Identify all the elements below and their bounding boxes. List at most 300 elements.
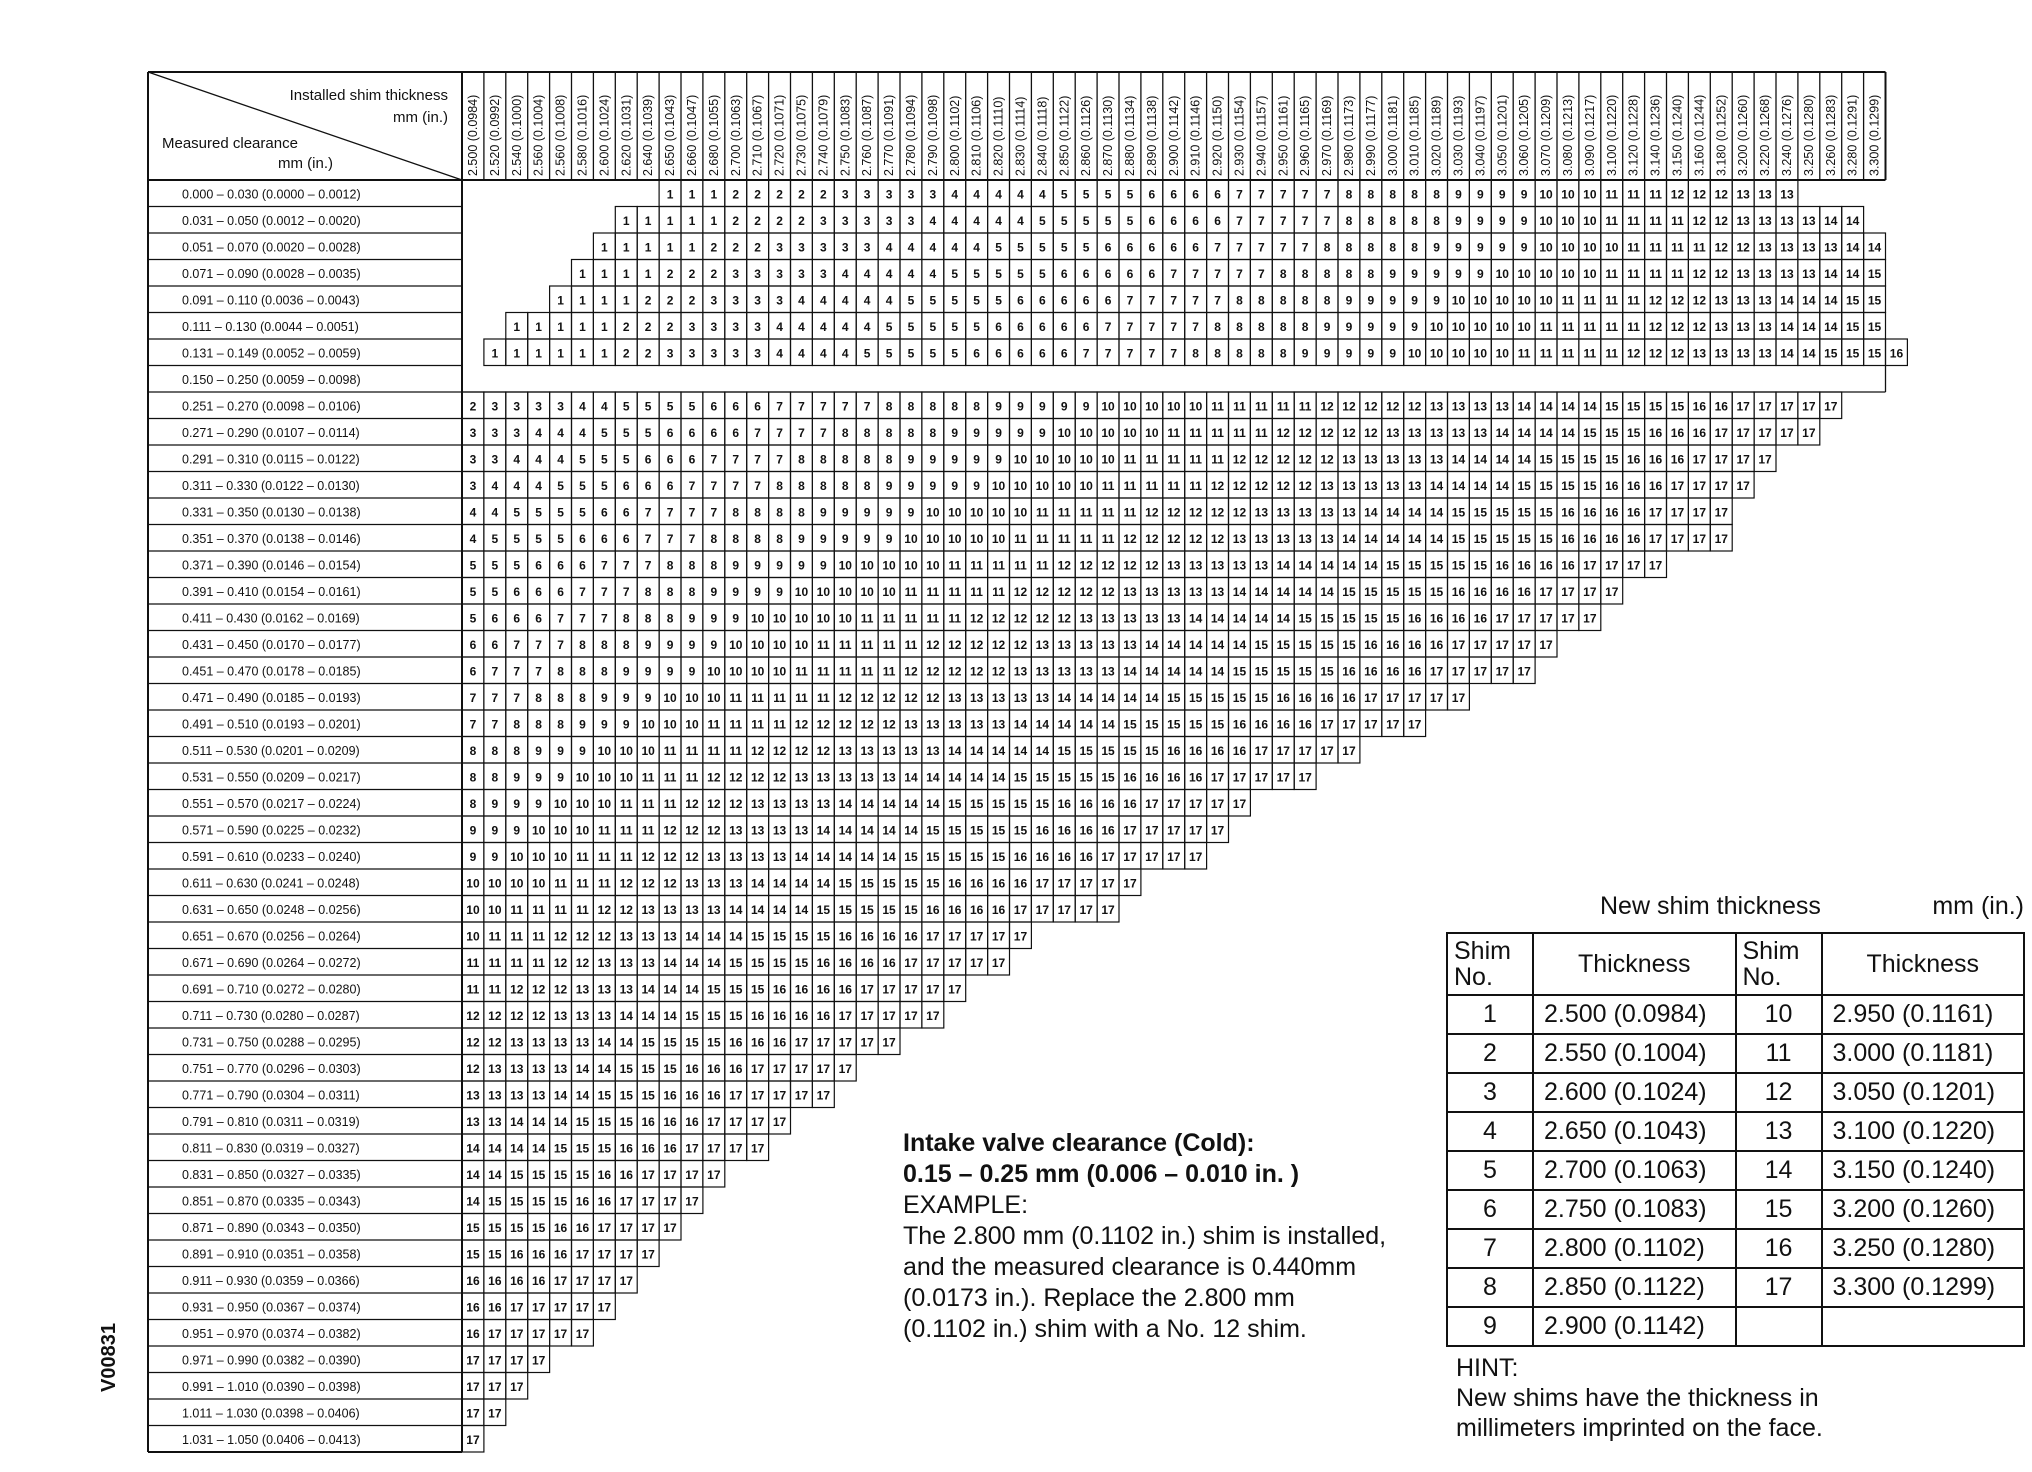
cell-value: 5	[491, 558, 499, 573]
cell-value: 6	[1148, 240, 1156, 255]
cell-value: 13	[707, 876, 721, 891]
cell-value: 14	[816, 849, 831, 864]
cell-value: 13	[1758, 319, 1772, 334]
cell-value: 10	[1539, 187, 1553, 202]
cell-value: 2	[732, 213, 740, 228]
cell-value: 13	[729, 823, 743, 838]
column-label: 2.790 (0.1098)	[925, 94, 940, 176]
cell-value: 13	[926, 743, 940, 758]
cell-value: 12	[838, 690, 852, 705]
column-label: 2.660 (0.1047)	[684, 94, 699, 176]
cell-value: 13	[488, 1114, 502, 1129]
cell-value: 14	[488, 1167, 502, 1182]
cell-value: 17	[1561, 611, 1575, 626]
cell-value: 15	[1298, 611, 1312, 626]
cell-value: 16	[1626, 478, 1641, 493]
cell-value: 17	[531, 1326, 546, 1341]
cell-value: 6	[644, 452, 652, 467]
cell-value: 6	[688, 452, 696, 467]
cell-value: 4	[535, 478, 542, 493]
cell-value: 13	[882, 770, 896, 785]
cell-value: 17	[510, 1379, 524, 1394]
cell-value: 8	[1279, 266, 1287, 281]
cell-value: 17	[1802, 399, 1816, 414]
cell-value: 14	[1145, 664, 1159, 679]
cell-value: 5	[1104, 213, 1112, 228]
cell-value: 17	[904, 1008, 918, 1023]
cell-value: 12	[553, 955, 568, 970]
cell-value: 5	[995, 240, 1002, 255]
cell-value: 7	[710, 505, 718, 520]
cell-value: 5	[1060, 213, 1068, 228]
cell-value: 13	[1736, 187, 1750, 202]
cell-value: 8	[666, 584, 674, 599]
cell-value: 4	[557, 452, 564, 467]
cell-value: 13	[1802, 213, 1816, 228]
cell-value: 15	[1101, 770, 1115, 785]
cell-value: 17	[1714, 531, 1728, 546]
cell-value: 13	[488, 1088, 502, 1103]
cell-value: 16	[1276, 690, 1290, 705]
cell-value: 12	[1670, 187, 1685, 202]
cell-value: 13	[772, 823, 787, 838]
cell-value: 5	[601, 425, 608, 440]
cell-value: 15	[772, 955, 787, 970]
cell-value: 16	[1013, 849, 1028, 864]
cell-value: 15	[1539, 505, 1553, 520]
cell-value: 8	[1433, 187, 1440, 202]
cell-value: 16	[1057, 796, 1071, 811]
cell-value: 13	[1780, 187, 1794, 202]
cell-value: 17	[1364, 717, 1378, 732]
cell-value: 13	[1079, 611, 1093, 626]
table-row: 6 2.750 (0.1083) 15 3.200 (0.1260)	[1447, 1190, 2024, 1229]
cell-value: 4	[513, 478, 521, 493]
cell-value: 13	[1429, 399, 1444, 414]
cell-value: 11	[926, 584, 940, 599]
cell-value: 15	[750, 929, 765, 944]
cell-value: 14	[1167, 664, 1181, 679]
cell-value: 15	[1561, 452, 1575, 467]
cell-value: 1	[535, 346, 542, 361]
cell-value: 17	[663, 1220, 677, 1235]
cell-value: 15	[1079, 743, 1093, 758]
cell-value: 17	[619, 1273, 633, 1288]
cell-value: 10	[1583, 266, 1597, 281]
cell-value: 15	[553, 1141, 568, 1156]
cell-value: 16	[641, 1114, 655, 1129]
cell-value: 17	[466, 1379, 480, 1394]
cell-value: 17	[685, 1141, 699, 1156]
cell-value: 8	[1258, 319, 1265, 334]
cell-value: 11	[1189, 452, 1202, 467]
cell-value: 9	[1367, 293, 1375, 308]
cell-value: 5	[951, 293, 959, 308]
cell-value: 10	[969, 505, 984, 520]
column-label: 2.720 (0.1071)	[772, 94, 787, 176]
cell-value: 2	[776, 213, 783, 228]
cell-value: 13	[510, 1035, 524, 1050]
cell-value: 11	[598, 876, 611, 891]
column-label: 3.180 (0.1252)	[1714, 94, 1729, 176]
cell-value: 7	[469, 717, 477, 732]
cell-value: 11	[1561, 346, 1575, 361]
column-label: 3.090 (0.1217)	[1582, 94, 1597, 176]
cell-value: 13	[1035, 664, 1050, 679]
cell-value: 17	[1057, 876, 1071, 891]
cell-value: 12	[466, 1008, 480, 1023]
cell-value: 5	[1082, 240, 1090, 255]
cell-value: 14	[1123, 690, 1137, 705]
cell-value: 14	[488, 1141, 502, 1156]
column-label: 2.910 (0.1146)	[1188, 95, 1203, 176]
cell-value: 17	[1714, 425, 1728, 440]
cell-value: 15	[685, 1008, 699, 1023]
cell-value: 11	[860, 664, 874, 679]
cell-value: 11	[510, 955, 524, 970]
cell-value: 11	[1627, 213, 1640, 228]
cell-value: 17	[860, 1035, 874, 1050]
cell-value: 2	[732, 187, 740, 202]
cell-value: 7	[622, 584, 630, 599]
cell-value: 14	[1276, 558, 1290, 573]
cell-value: 8	[1236, 346, 1243, 361]
cell-value: 11	[619, 823, 633, 838]
cell-value: 13	[1342, 505, 1356, 520]
cell-value: 10	[991, 478, 1006, 493]
cell-value: 4	[885, 266, 893, 281]
table-row: 2 2.550 (0.1004) 11 3.000 (0.1181)	[1447, 1034, 2024, 1073]
cell-value: 10	[750, 664, 765, 679]
cell-value: 17	[1123, 876, 1137, 891]
cell-value: 12	[816, 743, 831, 758]
cell-value: 13	[729, 849, 743, 864]
cell-value: 6	[732, 399, 740, 414]
cell-value: 13	[641, 955, 655, 970]
cell-value: 8	[513, 717, 521, 732]
row-label: 0.991 – 1.010 (0.0390 – 0.0398)	[182, 1379, 361, 1394]
thickness-header: Thickness	[1533, 933, 1736, 995]
cell-value: 13	[707, 902, 721, 917]
cell-value: 7	[601, 584, 608, 599]
cell-value: 13	[772, 796, 787, 811]
cell-value: 14	[1845, 240, 1860, 255]
cell-value: 5	[907, 293, 915, 308]
cell-value: 12	[663, 823, 677, 838]
cell-value: 16	[1407, 664, 1422, 679]
cell-value: 11	[1561, 293, 1575, 308]
cell-value: 8	[929, 425, 937, 440]
cell-value: 14	[838, 823, 852, 838]
cell-value: 5	[513, 505, 521, 520]
cell-value: 8	[1279, 293, 1287, 308]
column-label: 2.640 (0.1039)	[641, 94, 656, 176]
cell-value: 13	[838, 743, 852, 758]
cell-value: 12	[510, 982, 524, 997]
cell-value: 10	[1495, 319, 1509, 334]
cell-value: 17	[1386, 690, 1400, 705]
cell-value: 3	[513, 399, 521, 414]
cell-value: 17	[1035, 876, 1050, 891]
cell-value: 16	[1889, 346, 1904, 361]
cell-value: 11	[1167, 452, 1181, 467]
cell-value: 13	[1386, 425, 1400, 440]
cell-value: 7	[601, 611, 608, 626]
cell-value: 9	[469, 849, 477, 864]
cell-value: 10	[969, 531, 984, 546]
cell-value: 10	[816, 584, 831, 599]
cell-value: 15	[1626, 425, 1641, 440]
cell-value: 12	[1670, 346, 1685, 361]
cell-value: 10	[860, 558, 874, 573]
cell-value: 17	[663, 1167, 677, 1182]
cell-value: 12	[1298, 478, 1312, 493]
cell-value: 13	[1692, 346, 1707, 361]
cell-value: 15	[926, 849, 940, 864]
cell-value: 5	[601, 452, 608, 467]
cell-value: 16	[969, 876, 984, 891]
cell-value: 11	[1605, 293, 1619, 308]
cell-value: 9	[644, 690, 652, 705]
cell-value: 13	[750, 849, 765, 864]
cell-value: 9	[1389, 346, 1397, 361]
cell-value: 3	[820, 240, 827, 255]
cell-value: 10	[926, 531, 940, 546]
column-label: 2.780 (0.1094)	[903, 94, 918, 176]
cell-value: 17	[531, 1300, 546, 1315]
cell-value: 6	[1192, 240, 1199, 255]
cell-value: 16	[1188, 743, 1203, 758]
row-label: 0.391 – 0.410 (0.0154 – 0.0161)	[182, 584, 361, 599]
cell-value: 11	[641, 796, 655, 811]
column-label: 2.940 (0.1157)	[1254, 95, 1269, 176]
cell-value: 9	[1389, 293, 1397, 308]
column-label: 2.870 (0.1130)	[1101, 95, 1116, 176]
column-label: 3.140 (0.1236)	[1648, 94, 1663, 176]
cell-value: 16	[663, 1114, 677, 1129]
cell-value: 6	[1060, 319, 1068, 334]
cell-value: 14	[1780, 346, 1794, 361]
cell-value: 15	[1407, 558, 1422, 573]
cell-value: 8	[1345, 240, 1353, 255]
cell-value: 2	[469, 399, 477, 414]
cell-value: 9	[622, 717, 630, 732]
cell-value: 12	[1123, 558, 1137, 573]
cell-value: 11	[1605, 187, 1619, 202]
cell-value: 16	[488, 1300, 502, 1315]
cell-value: 15	[619, 1088, 633, 1103]
cell-value: 14	[1013, 717, 1028, 732]
cell-value: 14	[1561, 425, 1575, 440]
cell-value: 9	[951, 478, 959, 493]
cell-value: 12	[729, 770, 743, 785]
cell-value: 13	[1736, 319, 1750, 334]
cell-value: 10	[750, 611, 765, 626]
cell-value: 4	[841, 266, 849, 281]
row-label: 0.411 – 0.430 (0.0162 – 0.0169)	[182, 611, 360, 626]
cell-value: 14	[1210, 637, 1225, 652]
cell-value: 5	[1082, 213, 1090, 228]
cell-value: 11	[992, 584, 1005, 599]
cell-value: 16	[816, 982, 831, 997]
cell-value: 16	[1254, 717, 1269, 732]
cell-value: 4	[863, 319, 871, 334]
cell-value: 15	[641, 1035, 655, 1050]
cell-value: 8	[666, 558, 674, 573]
cell-value: 16	[663, 1088, 677, 1103]
cell-value: 15	[1035, 796, 1050, 811]
cell-value: 15	[1254, 690, 1269, 705]
column-label: 3.050 (0.1201)	[1495, 94, 1510, 176]
cell-value: 17	[510, 1300, 524, 1315]
cell-value: 15	[1539, 478, 1553, 493]
cell-value: 4	[929, 240, 937, 255]
cell-value: 15	[1605, 452, 1619, 467]
column-label: 2.680 (0.1055)	[706, 94, 721, 176]
cell-value: 5	[1082, 187, 1090, 202]
cell-value: 16	[466, 1273, 480, 1288]
cell-value: 7	[1214, 266, 1221, 281]
cell-value: 13	[991, 717, 1006, 732]
cell-value: 12	[1079, 584, 1093, 599]
cell-value: 10	[1101, 399, 1115, 414]
cell-value: 4	[907, 240, 915, 255]
column-label: 3.070 (0.1209)	[1539, 94, 1554, 176]
cell-value: 17	[1079, 902, 1093, 917]
cell-value: 10	[991, 505, 1006, 520]
cell-value: 8	[491, 770, 499, 785]
cell-value: 8	[1214, 346, 1221, 361]
cell-value: 15	[510, 1194, 524, 1209]
cell-value: 10	[838, 611, 852, 626]
column-label: 2.730 (0.1075)	[794, 94, 809, 176]
cell-value: 14	[1232, 611, 1247, 626]
cell-value: 14	[663, 1008, 677, 1023]
cell-value: 16	[707, 1061, 721, 1076]
cell-value: 6	[1060, 266, 1068, 281]
column-label: 2.620 (0.1031)	[619, 94, 634, 176]
cell-value: 14	[1145, 690, 1159, 705]
cell-value: 8	[1389, 213, 1397, 228]
cell-value: 6	[513, 584, 521, 599]
cell-value: 14	[685, 955, 699, 970]
cell-value: 13	[597, 1008, 612, 1023]
cell-value: 7	[1104, 346, 1112, 361]
cell-value: 16	[750, 1035, 765, 1050]
cell-value: 13	[1167, 611, 1181, 626]
cell-value: 13	[1714, 346, 1728, 361]
cell-value: 13	[1429, 425, 1444, 440]
cell-value: 7	[1323, 213, 1331, 228]
note-title: Intake valve clearance (Cold):	[903, 1129, 1255, 1157]
cell-value: 12	[1342, 399, 1356, 414]
cell-value: 11	[795, 690, 808, 705]
cell-value: 9	[535, 796, 542, 811]
column-label: 2.580 (0.1016)	[575, 94, 590, 176]
cell-value: 7	[535, 637, 542, 652]
cell-value: 1	[622, 293, 630, 308]
cell-value: 14	[1123, 664, 1137, 679]
cell-value: 16	[1057, 849, 1071, 864]
cell-value: 17	[772, 1061, 787, 1076]
cell-value: 9	[601, 717, 608, 732]
column-label: 2.860 (0.1126)	[1079, 95, 1094, 176]
cell-value: 12	[1320, 399, 1334, 414]
cell-value: 16	[1123, 770, 1137, 785]
cell-value: 15	[1473, 531, 1488, 546]
cell-value: 6	[601, 505, 608, 520]
cell-value: 7	[644, 558, 652, 573]
cell-value: 10	[882, 584, 896, 599]
cell-value: 14	[1517, 425, 1531, 440]
cell-value: 9	[1433, 240, 1440, 255]
cell-value: 11	[1627, 187, 1640, 202]
cell-value: 12	[991, 664, 1006, 679]
cell-value: 12	[838, 717, 852, 732]
cell-value: 6	[1104, 240, 1112, 255]
row-label: 0.511 – 0.530 (0.0201 – 0.0209)	[182, 743, 360, 758]
row-label: 0.731 – 0.750 (0.0288 – 0.0295)	[182, 1035, 361, 1050]
cell-value: 17	[685, 1194, 699, 1209]
cell-value: 12	[1692, 213, 1707, 228]
cell-value: 15	[1648, 399, 1663, 414]
cell-value: 10	[597, 770, 612, 785]
cell-value: 13	[466, 1114, 480, 1129]
cell-value: 14	[1320, 584, 1334, 599]
cell-value: 10	[1035, 452, 1050, 467]
cell-value: 8	[491, 743, 499, 758]
cell-value: 11	[1693, 240, 1706, 255]
cell-value: 13	[1386, 478, 1400, 493]
row-label: 0.591 – 0.610 (0.0233 – 0.0240)	[182, 849, 361, 864]
intake-clearance-note	[903, 1128, 1423, 1345]
cell-value: 14	[1364, 531, 1378, 546]
cell-value: 8	[666, 611, 674, 626]
cell-value: 10	[750, 637, 765, 652]
cell-value: 13	[1101, 611, 1115, 626]
cell-value: 16	[1583, 531, 1597, 546]
cell-value: 6	[1082, 266, 1090, 281]
cell-value: 9	[1017, 425, 1024, 440]
row-label: 0.631 – 0.650 (0.0248 – 0.0256)	[182, 902, 361, 917]
cell-value: 14	[904, 823, 918, 838]
row-label: 0.291 – 0.310 (0.0115 – 0.0122)	[182, 452, 360, 467]
cell-value: 14	[1320, 558, 1334, 573]
cell-value: 10	[510, 849, 524, 864]
cell-value: 15	[750, 982, 765, 997]
cell-value: 7	[1236, 213, 1243, 228]
cell-value: 14	[816, 823, 831, 838]
cell-value: 15	[707, 1035, 721, 1050]
cell-value: 6	[622, 531, 630, 546]
cell-value: 11	[1123, 505, 1137, 520]
cell-value: 11	[576, 849, 589, 864]
cell-value: 12	[641, 876, 655, 891]
cell-value: 13	[1145, 584, 1159, 599]
row-label: 0.531 – 0.550 (0.0209 – 0.0217)	[182, 770, 361, 785]
row-label: 0.351 – 0.370 (0.0138 – 0.0146)	[182, 531, 361, 546]
cell-value: 5	[557, 505, 564, 520]
cell-value: 9	[776, 558, 783, 573]
cell-value: 7	[863, 399, 871, 414]
cell-value: 13	[1298, 531, 1312, 546]
cell-value: 17	[750, 1061, 765, 1076]
cell-value: 10	[1583, 213, 1597, 228]
cell-value: 5	[469, 558, 477, 573]
cell-value: 13	[1123, 637, 1137, 652]
cell-value: 13	[816, 770, 831, 785]
column-label: 2.810 (0.1106)	[969, 95, 984, 176]
